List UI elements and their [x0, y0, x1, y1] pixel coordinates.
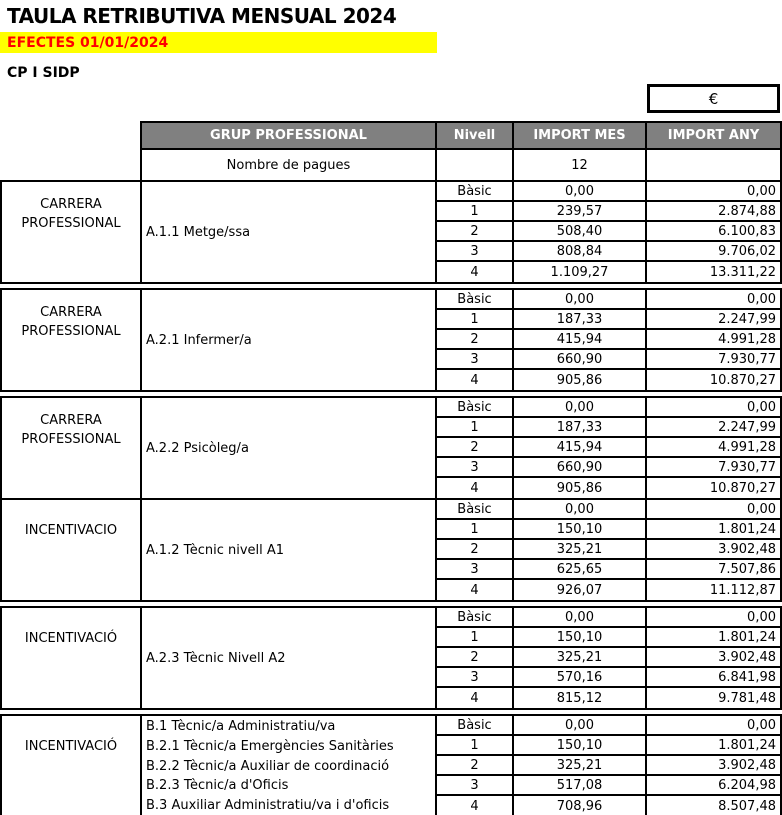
table-header [140, 121, 782, 180]
import-mes-cell: 150,10 [514, 736, 647, 756]
currency-symbol: € [708, 89, 719, 108]
salary-block [0, 396, 782, 500]
job-title-line: B.3 Auxiliar Administratiu/va i d'oficis [146, 797, 390, 813]
import-any-cell: 7.930,77 [647, 458, 780, 478]
nivell-cell: 1 [437, 520, 514, 540]
import-mes-cell: 0,00 [514, 290, 647, 310]
category-cell: CARRERA PROFESSIONAL [2, 290, 142, 390]
salary-block [0, 714, 782, 815]
job-title-cell [142, 182, 437, 282]
import-mes-cell: 325,21 [514, 648, 647, 668]
category-cell: INCENTIVACIÓ [2, 716, 142, 815]
nivell-cell: 1 [437, 628, 514, 648]
import-mes-cell: 325,21 [514, 540, 647, 560]
nivell-cell: 3 [437, 668, 514, 688]
import-any-cell: 11.112,87 [709, 582, 776, 598]
nivell-cell: 4 [437, 262, 514, 282]
import-mes-cell: 808,84 [514, 242, 647, 262]
job-title-cell [142, 290, 437, 390]
nivell-cell: 2 [437, 540, 514, 560]
salary-table [0, 121, 782, 815]
import-any-cell: 6.204,98 [647, 776, 780, 796]
nivell-cell: Bàsic [437, 608, 514, 628]
pagues-label-cell: Nombre de pagues [142, 150, 437, 180]
nivell-cell: 3 [437, 242, 514, 262]
import-any-cell: 8.507,48 [718, 798, 776, 814]
job-title-line: A.2.2 Psicòleg/a [146, 440, 249, 456]
job-title-line: A.2.1 Infermer/a [146, 332, 252, 348]
import-mes-cell: 660,90 [514, 458, 647, 478]
currency-box [647, 84, 780, 113]
import-any-cell: 7.930,77 [647, 350, 780, 370]
nivell-cell: Bàsic [437, 290, 514, 310]
import-mes-cell: 926,07 [514, 580, 647, 600]
job-title-line: B.2.1 Tècnic/a Emergències Sanitàries [146, 738, 394, 754]
import-any-cell: 4.991,28 [647, 330, 780, 350]
import-any-cell: 0,00 [647, 500, 780, 520]
import-mes-cell: 0,00 [514, 716, 647, 736]
nivell-cell: 4 [437, 580, 514, 600]
job-title-line: A.1.2 Tècnic nivell A1 [146, 542, 285, 558]
job-title-line: B.1 Tècnic/a Administratiu/va [146, 719, 336, 735]
import-any-cell: 3.902,48 [647, 540, 780, 560]
import-any-cell: 6.841,98 [647, 668, 780, 688]
nivell-cell: Bàsic [437, 182, 514, 202]
nivell-cell: 2 [437, 330, 514, 350]
category-cell: INCENTIVACIÓ [2, 608, 142, 708]
nivell-cell: Bàsic [437, 716, 514, 736]
job-title-line: B.2.3 Tècnic/a d'Oficis [146, 778, 289, 794]
nivell-cell: 1 [437, 418, 514, 438]
import-mes-cell: 0,00 [514, 608, 647, 628]
nivell-cell: 2 [437, 648, 514, 668]
nivell-cell: 1 [437, 736, 514, 756]
nivell-cell: 3 [437, 776, 514, 796]
column-header-import-any: IMPORT ANY [647, 123, 780, 150]
nivell-cell: 2 [437, 438, 514, 458]
category-cell: CARRERA PROFESSIONAL [2, 398, 142, 498]
nivell-cell: Bàsic [437, 500, 514, 520]
import-any-cell: 4.991,28 [647, 438, 780, 458]
column-header-grup: GRUP PROFESSIONAL [142, 123, 437, 150]
job-title-line: B.2.2 Tècnic/a Auxiliar de coordinació [146, 758, 390, 774]
import-mes-cell: 517,08 [514, 776, 647, 796]
import-any-cell: 1.801,24 [647, 736, 780, 756]
nivell-cell: 2 [437, 756, 514, 776]
import-any-cell: 0,00 [647, 608, 780, 628]
salary-block [0, 498, 782, 602]
pagues-value-cell: 12 [514, 150, 647, 180]
import-any-cell: 6.100,83 [647, 222, 780, 242]
import-mes-cell: 187,33 [514, 418, 647, 438]
salary-block [0, 180, 782, 284]
job-title-cell [142, 398, 437, 498]
job-title-cell [142, 500, 437, 600]
import-mes-cell: 187,33 [514, 310, 647, 330]
import-any-cell: 13.311,22 [709, 264, 776, 280]
salary-block [0, 606, 782, 710]
import-any-cell: 1.801,24 [647, 520, 780, 540]
import-any-cell: 2.874,88 [647, 202, 780, 222]
import-mes-cell: 325,21 [514, 756, 647, 776]
import-mes-cell: 239,57 [514, 202, 647, 222]
nivell-cell: 3 [437, 458, 514, 478]
nivell-cell: 4 [437, 478, 514, 498]
nivell-cell: 4 [437, 796, 514, 815]
import-any-cell: 2.247,99 [647, 310, 780, 330]
import-any-cell: 0,00 [647, 182, 780, 202]
import-mes-cell: 150,10 [514, 628, 647, 648]
import-any-cell: 0,00 [647, 290, 780, 310]
category-cell: CARRERA PROFESSIONAL [2, 182, 142, 282]
import-mes-cell: 508,40 [514, 222, 647, 242]
import-any-cell: 9.781,48 [718, 690, 776, 706]
nivell-cell: 1 [437, 310, 514, 330]
salary-block [0, 288, 782, 392]
nivell-cell: 3 [437, 350, 514, 370]
import-mes-cell: 0,00 [514, 398, 647, 418]
import-mes-cell: 415,94 [514, 438, 647, 458]
import-any-cell: 0,00 [647, 398, 780, 418]
nivell-cell: 1 [437, 202, 514, 222]
nivell-cell: 3 [437, 560, 514, 580]
job-title-line: A.1.1 Metge/ssa [146, 224, 251, 240]
pagues-any-cell [647, 150, 780, 180]
import-any-cell: 1.801,24 [647, 628, 780, 648]
import-mes-cell: 415,94 [514, 330, 647, 350]
import-mes-cell: 905,86 [514, 370, 647, 390]
import-mes-cell: 905,86 [514, 478, 647, 498]
import-mes-cell: 570,16 [514, 668, 647, 688]
column-header-import-mes: IMPORT MES [514, 123, 647, 150]
job-title-line: A.2.3 Tècnic Nivell A2 [146, 650, 286, 666]
import-mes-cell: 708,96 [514, 796, 647, 815]
import-any-cell: 3.902,48 [647, 648, 780, 668]
import-any-cell: 7.507,86 [647, 560, 780, 580]
import-mes-cell: 815,12 [514, 688, 647, 708]
import-any-cell: 9.706,02 [647, 242, 780, 262]
import-any-cell: 3.902,48 [647, 756, 780, 776]
import-mes-cell: 150,10 [514, 520, 647, 540]
doc-subtitle: CP I SIDP [7, 65, 80, 81]
column-header-nivell: Nivell [437, 123, 514, 150]
import-mes-cell: 625,65 [514, 560, 647, 580]
pagues-nivell-cell [437, 150, 514, 180]
import-mes-cell: 0,00 [514, 500, 647, 520]
job-title-cell [142, 608, 437, 708]
import-any-cell: 2.247,99 [647, 418, 780, 438]
nivell-cell: 2 [437, 222, 514, 242]
import-any-cell: 10.870,27 [709, 480, 776, 496]
nivell-cell: Bàsic [437, 398, 514, 418]
page-title: TAULA RETRIBUTIVA MENSUAL 2024 [7, 4, 397, 28]
effective-date-banner: EFECTES 01/01/2024 [0, 32, 437, 53]
import-any-cell: 10.870,27 [709, 372, 776, 388]
nivell-cell: 4 [437, 370, 514, 390]
category-cell: INCENTIVACIO [2, 500, 142, 600]
job-title-cell [142, 716, 437, 815]
import-mes-cell: 0,00 [514, 182, 647, 202]
import-mes-cell: 1.109,27 [514, 262, 647, 282]
import-any-cell: 0,00 [647, 716, 780, 736]
nivell-cell: 4 [437, 688, 514, 708]
import-mes-cell: 660,90 [514, 350, 647, 370]
